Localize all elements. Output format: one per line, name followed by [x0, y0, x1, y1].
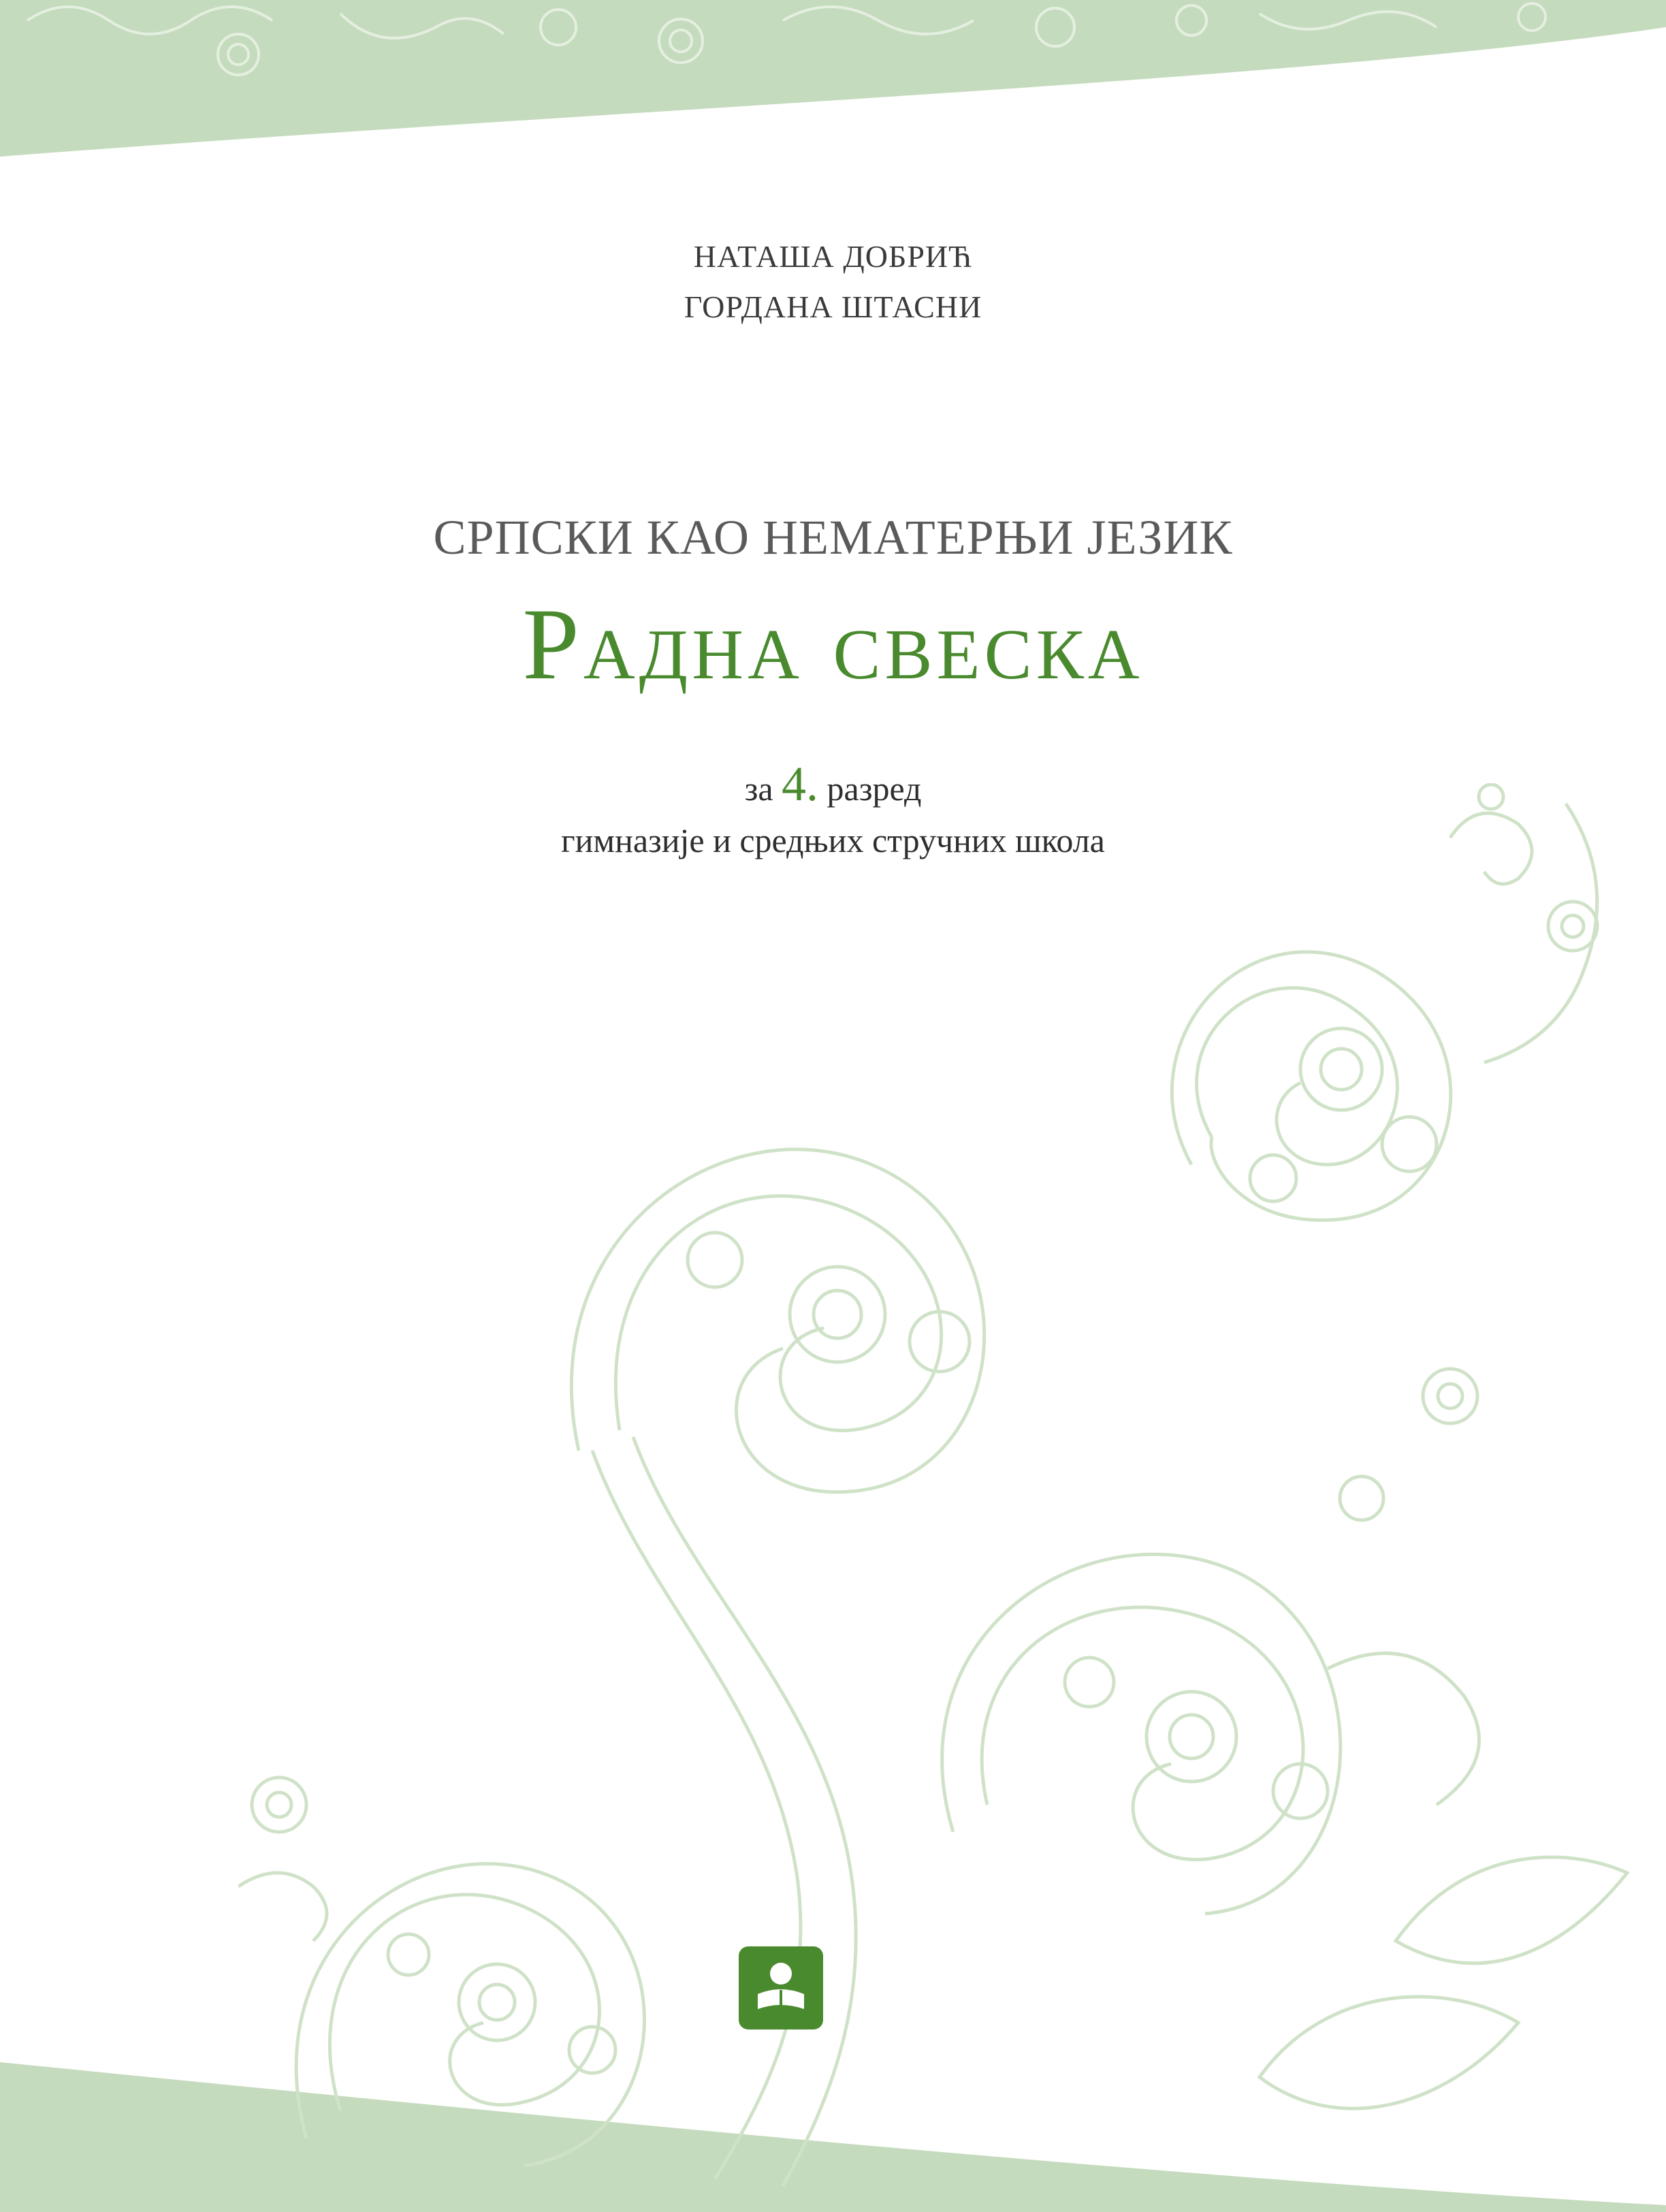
bottom-decorative-band	[0, 2049, 1666, 2212]
paisley-ornament	[238, 783, 1666, 2212]
grade-prefix: за	[744, 770, 773, 808]
subject-heading: СРПСКИ КАО НЕМАТЕРЊИ ЈЕЗИК	[433, 510, 1233, 565]
authors	[0, 232, 1666, 332]
book-title: Радна свеска	[522, 588, 1144, 701]
grade-suffix: разред	[827, 770, 922, 808]
grade-line	[0, 756, 1666, 812]
author-name: ГОРДАНА ШТАСНИ	[684, 289, 982, 324]
grade-number: 4.	[782, 757, 819, 811]
author-name: НАТАША ДОБРИЋ	[693, 239, 973, 274]
school-type: гимназије и средњих стручних школа	[561, 821, 1105, 859]
top-decorative-band	[0, 0, 1666, 163]
reading-person-icon	[739, 1946, 823, 2029]
